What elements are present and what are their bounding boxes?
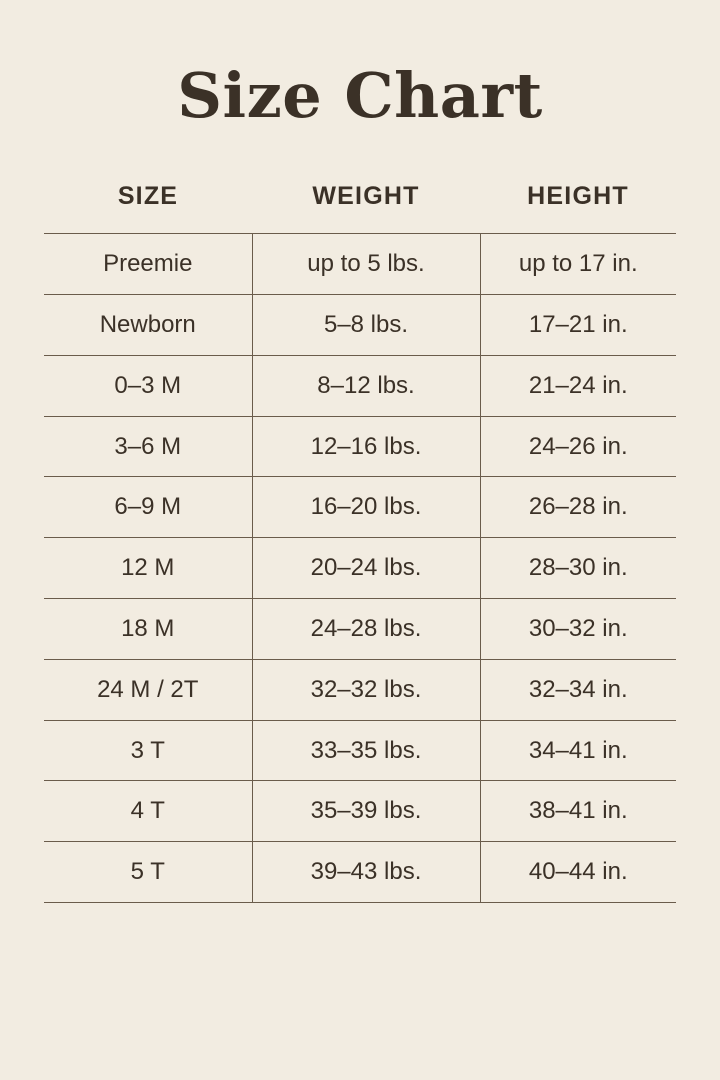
- cell-height: up to 17 in.: [480, 234, 676, 295]
- cell-size: Preemie: [44, 234, 252, 295]
- table-body: [44, 234, 676, 903]
- page-title: Size Chart: [177, 59, 543, 132]
- table-header-row: [44, 182, 676, 234]
- table-row: [44, 598, 676, 659]
- cell-size: 3 T: [44, 720, 252, 781]
- table-header: [44, 182, 676, 234]
- cell-height: 21–24 in.: [480, 355, 676, 416]
- table-row: [44, 294, 676, 355]
- cell-height: 38–41 in.: [480, 781, 676, 842]
- cell-height: 26–28 in.: [480, 477, 676, 538]
- cell-size: Newborn: [44, 294, 252, 355]
- cell-weight: 35–39 lbs.: [252, 781, 480, 842]
- cell-weight: 20–24 lbs.: [252, 538, 480, 599]
- cell-height: 34–41 in.: [480, 720, 676, 781]
- cell-height: 40–44 in.: [480, 842, 676, 903]
- table-row: [44, 842, 676, 903]
- size-chart-table: [44, 182, 676, 903]
- cell-weight: 32–32 lbs.: [252, 659, 480, 720]
- cell-weight: 12–16 lbs.: [252, 416, 480, 477]
- table-row: [44, 781, 676, 842]
- table-row: [44, 659, 676, 720]
- table-row: [44, 538, 676, 599]
- cell-weight: 39–43 lbs.: [252, 842, 480, 903]
- table-row: [44, 234, 676, 295]
- cell-height: 17–21 in.: [480, 294, 676, 355]
- cell-size: 6–9 M: [44, 477, 252, 538]
- table-row: [44, 477, 676, 538]
- cell-weight: 16–20 lbs.: [252, 477, 480, 538]
- cell-height: 28–30 in.: [480, 538, 676, 599]
- column-header-size: SIZE: [117, 182, 179, 211]
- cell-height: 30–32 in.: [480, 598, 676, 659]
- cell-size: 5 T: [44, 842, 252, 903]
- cell-size: 0–3 M: [44, 355, 252, 416]
- table-row: [44, 355, 676, 416]
- cell-weight: 8–12 lbs.: [252, 355, 480, 416]
- cell-size: 24 M / 2T: [44, 659, 252, 720]
- cell-weight: 24–28 lbs.: [252, 598, 480, 659]
- cell-size: 3–6 M: [44, 416, 252, 477]
- cell-weight: up to 5 lbs.: [252, 234, 480, 295]
- cell-weight: 33–35 lbs.: [252, 720, 480, 781]
- table-row: [44, 720, 676, 781]
- column-header-height: HEIGHT: [527, 182, 629, 211]
- cell-size: 18 M: [44, 598, 252, 659]
- cell-height: 32–34 in.: [480, 659, 676, 720]
- cell-weight: 5–8 lbs.: [252, 294, 480, 355]
- cell-height: 24–26 in.: [480, 416, 676, 477]
- column-header-weight: WEIGHT: [312, 182, 420, 211]
- cell-size: 12 M: [44, 538, 252, 599]
- cell-size: 4 T: [44, 781, 252, 842]
- table-row: [44, 416, 676, 477]
